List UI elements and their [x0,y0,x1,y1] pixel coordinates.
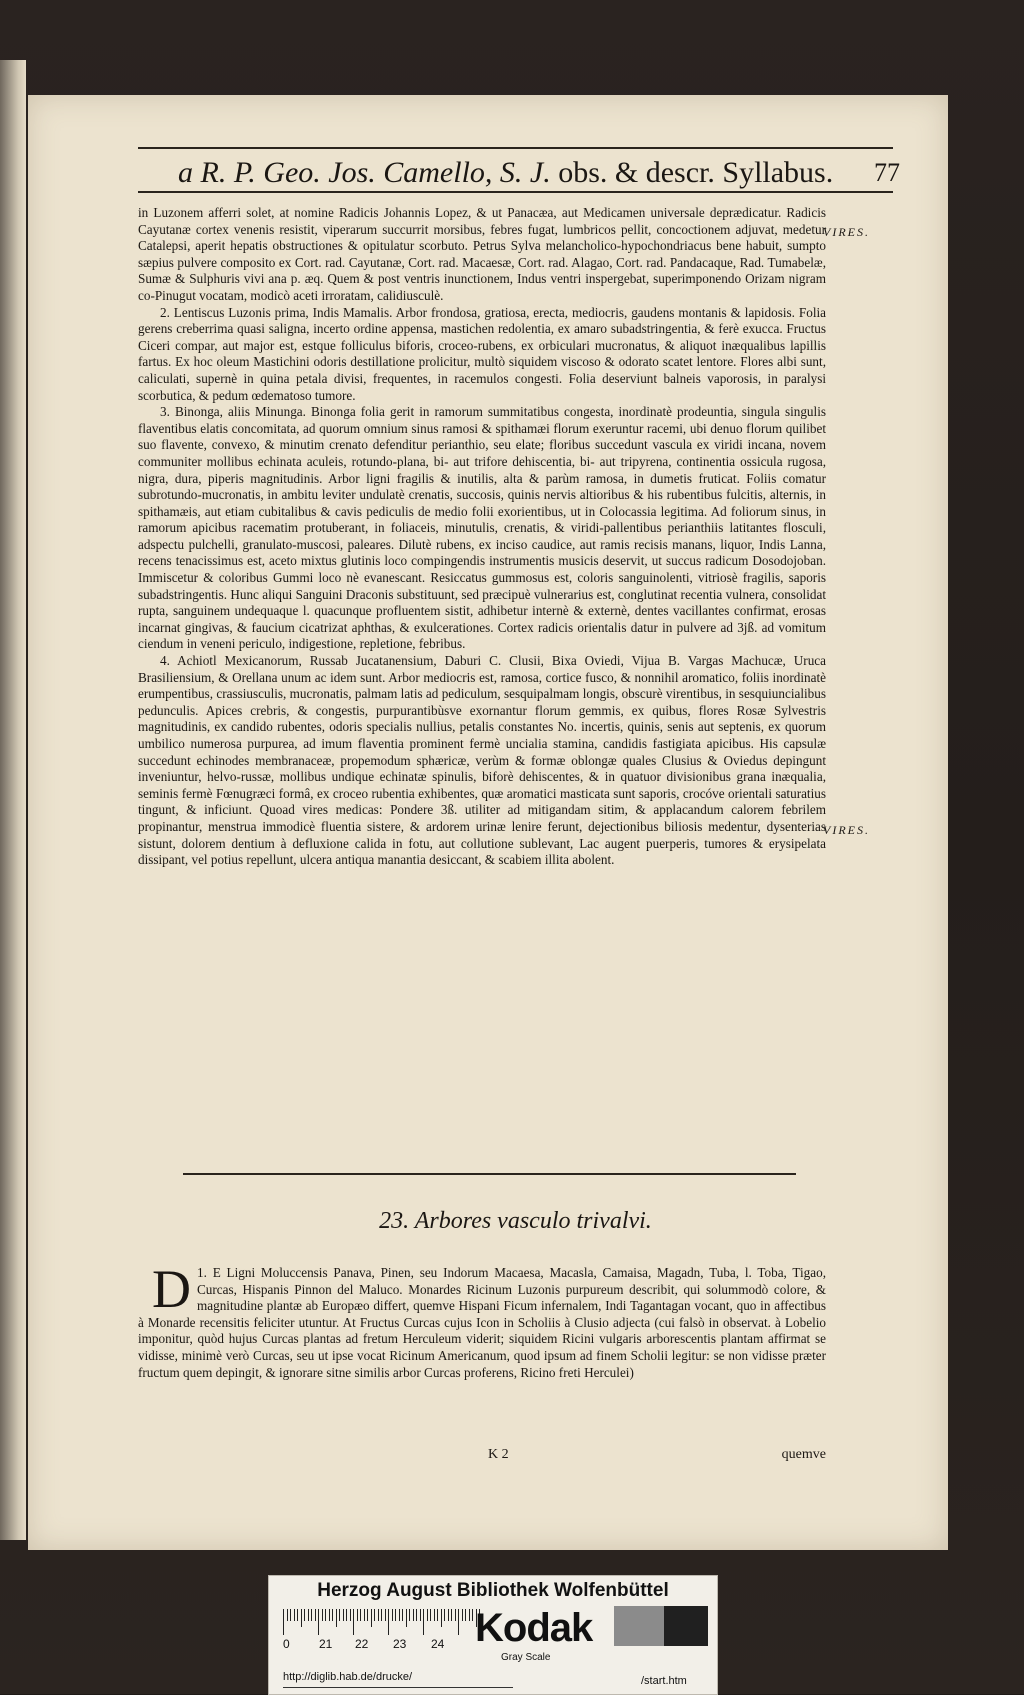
ruler-tick [427,1609,428,1621]
ruler-tick [336,1609,337,1627]
ruler-tick [371,1609,372,1627]
header-top-rule [138,147,893,149]
paragraph: in Luzonem afferri solet, at nomine Radicis Johannis Lopez, & ut Panacæa, aut Medicamen universale deprædicatur. Radicis Cayutanæ cortex venenis resistit, viperarum succurrit morsibus, febres fugat, lumbricos pellit, concoctionem adjuvat, medetur Catalepsi, aperit hepatis obstructiones & opitulatur scorbuto. Petrus Sylva melancholico-hypochondriacus bene habuit, sumpto sæpius pulvere composito ex Cort. rad. Cayutanæ, Cort. rad. Macaesæ, Cort. rad. Alagao, Cort. rad. Pandacaque, Rad. Tumabelæ, Sumæ & Sulphuris vivi ana p. æq. Quem & post ventris inunctionem, Indus ventri inspergebat, superimponendo Orizam nigram co-Pinugut vocatam, modicò aceti irroratam, calidiusculè. [138,205,826,303]
paragraph: 3. Binonga, aliis Minunga. Binonga folia gerit in ramorum summitatibus congesta, inordinatè prodeuntia, singula singulis flaventibus elatis concomitata, ad quorum omnium sinus ramosi & spithamæi florum exeruntur racemi, ubi denuo florum quilibet suo flavente, convexo, & minutim crenato defenditur perianthio, seu elate; floribus succedunt vascula ex viridi incana, novem communiter mollibus echinata aculeis, rotundo-plana, bi- aut trifore dehiscentia, bi- aut tripyrena, continentia ossicula rugosa, nigra, dura, piperis magnitudinis. Arbor ligni fragilis & inutilis, alta & parùm ramosa, in dumetis fruticat. Foliis comatur subrotundo-mucronatis, in ambitu leviter undulatè crenatis, succosis, quinis nervis altioribus & his rubentibus fulcitis, alternis, in spithamæis, aut etiam cubitalibus & cavis pediculis de medio folii exorientibus, ut in Colocassia legitima. Ad foliorum sinus, in ramorum apicibus racematim protuberant, in foliaceis, minutulis, crenatis, & viridi-pallentibus perianthiis latitantes flosculi, adspectu pulchelli, granulato-muscosi, paleares. Dilutè rubens, ex inciso caudice, aut ramis recisis manans, liquor, Indis Lanna, recens tenacissimus est, aceto mixtus glutinis loco compingendis instrumentis musicis deservit, ut succus radicum Dosodojoban. Immiscetur & coloribus Gummi loco nè evanescant. Resiccatus gummosus est, coloris sanguinolenti, vitriosè fragilis, saporis subadstringentis. Hunc aliqui Sanguini Draconis substituunt, sed præcipuè vulnerarius est, conglutinat recentia vulnera, consolidat rupta, sanguinem undequaque l. quacunque profluentem sistit, adhibetur internè & externè, dentes vacillantes confirmat, erosas incarnat gingivas, & faucium cicatrizat aphthas, & exulcerationes. Cortex radicis orientalis datur in pulvere ad 3jß. ad vomitum ciendum in veneni periculo, indigestione, repletione, febribus. [138,404,826,652]
ruler-number: 24 [431,1637,445,1651]
ruler-tick [353,1609,354,1635]
ruler-tick [434,1609,435,1621]
ruler-tick [332,1609,333,1621]
ruler-tick [448,1609,449,1621]
url-underline [283,1687,513,1688]
black-patch [664,1606,708,1646]
ruler-tick [329,1609,330,1621]
header-bottom-rule [138,191,893,193]
ruler-tick [294,1609,295,1621]
ruler-tick [290,1609,291,1621]
kodak-logo: Kodak [475,1606,593,1650]
source-url-end: /start.htm [641,1675,687,1687]
section-title: 23. Arbores vasculo trivalvi. [379,1208,652,1234]
main-text [138,205,826,869]
header-author: a R. P. Geo. Jos. Camello, S. J. [178,156,551,189]
ruler-tick [297,1609,298,1621]
ruler-number: 21 [319,1637,333,1651]
previous-page-edge [0,60,26,1540]
book-page [28,95,948,1550]
ruler-tick [451,1609,452,1621]
ruler-tick [472,1609,473,1621]
ruler-tick [399,1609,400,1621]
ruler-tick [465,1609,466,1621]
margin-note-vires: VIRES. [823,225,870,239]
ruler-tick [360,1609,361,1621]
ruler-tick [311,1609,312,1621]
ruler-tick [374,1609,375,1621]
ruler-tick [283,1609,284,1635]
margin-note-vires: VIRES. [823,823,870,837]
ruler-tick [455,1609,456,1621]
ruler-tick [378,1609,379,1621]
ruler-tick [441,1609,442,1627]
ruler-tick [367,1609,368,1621]
ruler-number: 0 [283,1637,290,1651]
ruler-tick [444,1609,445,1621]
ruler-tick [343,1609,344,1621]
ruler-tick [395,1609,396,1621]
ruler-tick [346,1609,347,1621]
ruler-tick [392,1609,393,1621]
ruler-tick [462,1609,463,1621]
paragraph: 2. Lentiscus Luzonis prima, Indis Mamalis. Arbor frondosa, gratiosa, erecta, mediocris, gaudens montanis & lapidosis. Folia gerens creberrima quasi saligna, incerto ordine appensa, mastichen redolentia, ex amaro subadstringentia, & ferè exucca. Fructus Ciceri compar, aut major est, estque folliculus biforis, croceo-rubens, ex orbiculari mucronatus, & aliquot inæqualibus lapillis fartus. Ex hoc oleum Mastichini odoris destillatione prolicitur, multò siquidem viscoso & odorato scatet lentore. Flores albi sunt, caliculati, supernè in quina petala divisi, frequentes, in racemulos congesti. Folia deserviunt balneis vaporosis, in paralysi scorbutica, & pedum œdematoso tumore. [138,304,826,403]
page-number: 77 [874,158,900,187]
section-paragraph-number: 1. [197,1265,207,1280]
ruler-number: 22 [355,1637,369,1651]
ruler-tick [437,1609,438,1621]
ruler-tick [406,1609,407,1627]
ruler-tick [388,1609,389,1635]
ruler-tick [402,1609,403,1621]
ruler-tick [301,1609,302,1627]
section-rule [183,1173,796,1175]
ruler-tick [385,1609,386,1621]
ruler-tick [315,1609,316,1621]
ruler-tick [413,1609,414,1621]
header-title: obs. & descr. Syllabus. [558,156,834,189]
signature-mark: K 2 [488,1447,509,1462]
ruler-tick [304,1609,305,1621]
ruler-tick [409,1609,410,1621]
gray-scale-label: Gray Scale [501,1652,551,1663]
section-paragraph: E Ligni Moluccensis Panava, Pinen, seu Indorum Macaesa, Macasla, Camaisa, Magadn, Tuba, l. Toba, Tigao, Curcas, Hispanis Pinnon del Maluco. Monardes Ricinum Luzonis purpureum describit, qui solummodò colore, & magnitudine plantæ ab Europæo differt, quemve Hispani Ficum infernalem, Indi Tagantagan vocant, quo in affectibus à Monarde recensitis feliciter utuntur. At Fructus Curcas cujus Icon in Scholiis à Clusio adjecta (cui falsò in observat. à Lobelio imponitur, quòd hujus Curcas plantas ad fretum Herculeum viderit; siquidem Ricini vulgaris arborescentis plantam affirmat se vidisse, minimè verò Curcas, seu ut ipse vocat Ricinum Americanum, quod ipsum ad finem Scholii legitur: se non vidisse præter fructum quem depingit, & ignorare sitne similis arbor Curcas proferens, Ricino freti Herculei) [138,1265,827,1380]
ruler-tick [322,1609,323,1621]
section-text [138,1259,827,1381]
source-url: http://diglib.hab.de/drucke/ [283,1671,413,1683]
ruler-tick [458,1609,459,1635]
ruler-tick [339,1609,340,1621]
ruler-tick [318,1609,319,1635]
ruler-tick [469,1609,470,1621]
ruler-tick [325,1609,326,1621]
running-header [178,153,898,193]
ruler-tick [308,1609,309,1621]
ruler-tick [423,1609,424,1635]
drop-cap: D [152,1259,191,1319]
ruler-tick [364,1609,365,1621]
ruler-tick [357,1609,358,1621]
ruler-tick [381,1609,382,1621]
gray-patch [614,1606,664,1646]
ruler-number: 23 [393,1637,407,1651]
ruler-tick [430,1609,431,1621]
paragraph: 4. Achiotl Mexicanorum, Russab Jucatanensium, Daburi C. Clusii, Bixa Oviedi, Vijua B. Vargas Machucæ, Uruca Brasiliensium, & Orellana unum ac idem sunt. Arbor mediocris est, ramosa, cortice fusco, & nonnihil aromatico, foliis inordinatè erumpentibus, crassiusculis, mucronatis, palmam latis ad pediculum, sesquipalmam longis, obscurè virentibus, in sesquiuncialibus pedunculis. Apices crebris, & congestis, purpurantibùsve exornantur florum gemmis, ex quibus, flores Rosæ Sylvestris magnitudinis, ex candido rubentes, odoris specialis nullius, petalis constantes No. incertis, quinis, senis aut septenis, ex quorum umbilico numerosa purpurea, ad imum flaventia prominent fermè uncialia stamina, candidis fastigiata apicibus. His capsulæ succedunt echinodes membranaceæ, propemodum sphæricæ, verùm & formæ oblongæ quales Clusius & Oviedus depingunt inveniuntur, helvo-russæ, mollibus undique echinatæ spinulis, biforè dehiscentes, & in quatuor divisionibus grana inæqualia, seminis fermè Fœnugræci formâ, ex croceo rubentia exhibentes, quæ aromatici masticata sunt saporis, crocóve orientali saturatius tingunt, & inficiunt. Quoad vires medicas: Pondere 3ß. utiliter ad mitigandam sitim, & applacandum calorem febrilem propinantur, menstrua immodicè fluentia sistere, & ardorem urinæ lenire ferunt, dejectionibus biliosis medentur, dysenterias sistunt, dolorem dentium à defluxione calida in fotu, aut collutione sublevant, Lac augent puerperis, tumores & erysipelata dissipant, vel potius repellunt, ulcera antiqua manantia desiccant, & scabiem illita abolent. [138,653,826,868]
ruler-tick [420,1609,421,1621]
ruler-tick [350,1609,351,1621]
ruler-tick [287,1609,288,1621]
ruler-tick [416,1609,417,1621]
color-target-card [268,1575,718,1695]
catchword: quemve [781,1447,826,1462]
library-name: Herzog August Bibliothek Wolfenbüttel [317,1580,669,1601]
